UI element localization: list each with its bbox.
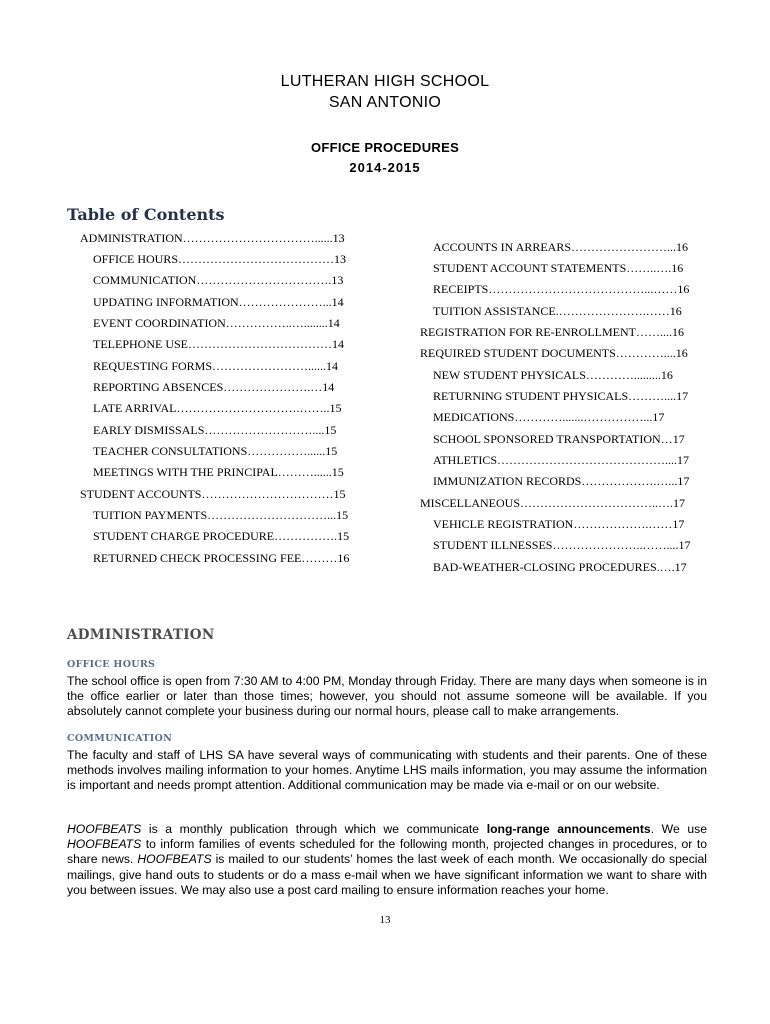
toc-entry: STUDENT ILLNESSES…………………..……....17 [433, 538, 691, 552]
toc-entry: REQUESTING FORMS……………………......14 [93, 359, 339, 373]
toc-entry: RECEIPTS…………………………………...……16 [433, 282, 690, 296]
document-title: OFFICE PROCEDURES [310, 140, 460, 155]
toc-entry: STUDENT ACCOUNTS……………………………15 [80, 487, 346, 501]
office-hours-paragraph: The school office is open from 7:30 AM to 4:00 PM, Monday through Friday. There are many days when someone is in the office earlier or later than those times; however, you should not assume someone will be available. If you absolutely cannot complete your business during our normal hours, please call to make arrangements. [67, 674, 707, 719]
subheading-office-hours: OFFICE HOURS [67, 659, 156, 670]
toc-entry: TUITION PAYMENTS…………………………...15 [93, 508, 349, 522]
publication-name: HOOFBEATS [67, 837, 142, 852]
toc-entry: STUDENT CHARGE PROCEDURE…………….15 [93, 529, 350, 543]
school-name-line2: SAN ANTONIO [328, 94, 442, 111]
toc-entry: RETURNED CHECK PROCESSING FEE………16 [93, 551, 350, 565]
toc-entry: EARLY DISMISSALS………………………....15 [93, 423, 337, 437]
paragraph-text: is a monthly publication through which we communicate [141, 822, 487, 836]
toc-entry: TEACHER CONSULTATIONS……………......15 [93, 444, 338, 458]
toc-entry: VEHICLE REGISTRATION……………….……17 [433, 517, 685, 531]
toc-entry: IMMUNIZATION RECORDS……………….…...17 [433, 474, 690, 488]
toc-entry: STUDENT ACCOUNT STATEMENTS……..….16 [433, 261, 684, 275]
toc-entry: TUITION ASSISTANCE.………………….……16 [433, 304, 682, 318]
communication-paragraph: The faculty and staff of LHS SA have several ways of communicating with students and their parents. One of these methods involves mailing information to your homes. Anytime LHS mails information, you may assume the information is important and needs prompt attention. Additional communication may be made via e-mail or on our website. [67, 748, 707, 793]
publication-name: HOOFBEATS [67, 822, 142, 836]
school-year: 2014-2015 [349, 160, 421, 175]
toc-entry: ADMINISTRATION……………………………......13 [80, 231, 345, 245]
toc-entry: LATE ARRIVAL………………………….……..15 [93, 401, 342, 415]
toc-entry: COMMUNICATION…………………………….13 [93, 273, 344, 287]
toc-entry: RETURNING STUDENT PHYSICALS………....17 [433, 389, 689, 403]
toc-entry: REPORTING ABSENCES………………….…14 [93, 380, 335, 394]
toc-entry: BAD-WEATHER-CLOSING PROCEDURES.….17 [433, 560, 687, 574]
toc-entry: MISCELLANEOUS……………………………..….17 [420, 496, 686, 510]
paragraph-text: to inform families of events scheduled for the following month, projected changes in procedures, or to share news. [67, 837, 707, 867]
paragraph-text: . We use [650, 822, 707, 836]
toc-entry: SCHOOL SPONSORED TRANSPORTATION…17 [433, 432, 685, 446]
subheading-communication: COMMUNICATION [67, 733, 173, 744]
publication-name: HOOFBEATS [137, 852, 212, 867]
paragraph-text: is mailed to our students’ homes the last week of each month. We occasionally do special mailings, give hand outs to students or do a mass e-mail when we have significant information we want to share with you between issues. We may also use a post card mailing to ensure information reaches your home. [67, 852, 707, 897]
toc-entry: EVENT COORDINATION……………..…........14 [93, 316, 340, 330]
hoofbeats-paragraph [67, 822, 707, 898]
toc-entry: ACCOUNTS IN ARREARS……………………...16 [433, 240, 689, 254]
page-number: 13 [379, 914, 391, 926]
toc-entry: MEETINGS WITH THE PRINCIPAL………......15 [93, 465, 344, 479]
toc-entry: UPDATING INFORMATION…………………...14 [93, 295, 344, 309]
emphasis-text: long-range announcements [486, 822, 651, 836]
school-name-line1: LUTHERAN HIGH SCHOOL [280, 73, 490, 90]
toc-entry: REQUIRED STUDENT DOCUMENTS…………....16 [420, 346, 688, 360]
toc-entry: TELEPHONE USE………………………………14 [93, 337, 344, 351]
toc-entry: MEDICATIONS………….......……………...17 [433, 410, 665, 424]
toc-entry: NEW STUDENT PHYSICALS………….........16 [433, 368, 673, 382]
section-heading-administration: ADMINISTRATION [67, 627, 215, 643]
toc-entry: ATHLETICS……………………………………....17 [433, 453, 689, 467]
toc-entry: REGISTRATION FOR RE-ENROLLMENT……....16 [420, 325, 684, 339]
toc-entry: OFFICE HOURS…………………………………13 [93, 252, 347, 266]
toc-heading: Table of Contents [67, 205, 225, 224]
